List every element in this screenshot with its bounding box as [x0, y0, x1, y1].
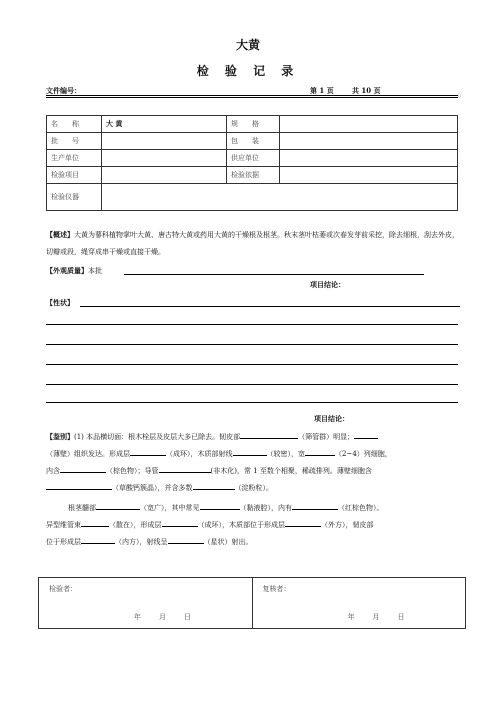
maker-label: 生产单位 [47, 150, 102, 167]
overview-text: 大黄为蓼科植物掌叶大黄、唐古特大黄或药用大黄的干燥根及根茎。秋末茎叶枯萎或次春发芽前采挖，除去细根，刮去外皮，切瓣或段，绳穿成串干燥或直接干燥。 [46, 231, 459, 256]
package-label: 包 装 [227, 133, 280, 150]
blank-field[interactable] [168, 535, 204, 544]
batch-label: 批 号 [47, 133, 102, 150]
overview-section [46, 226, 460, 261]
doc-subtitle: 检 验 记 录 [196, 64, 300, 78]
character-label: 【性状】 [46, 298, 74, 307]
blank-field[interactable] [200, 501, 240, 510]
id-text: （较密），宽 [266, 450, 305, 458]
day-label: 日 [397, 613, 405, 621]
signoff-table [38, 577, 466, 629]
inspector-cell[interactable] [39, 578, 253, 629]
id-text: 内含 [46, 467, 60, 475]
id-text: （棕色物）；导管 [106, 467, 159, 475]
id-text: （星状）射出。 [203, 538, 253, 546]
id-line-2 [46, 446, 466, 463]
blank-field[interactable] [193, 481, 235, 490]
id-text: （淀粉粒）。 [234, 484, 273, 492]
character-line-2[interactable] [46, 324, 458, 325]
id-text: （宽广），其中常见 [140, 504, 200, 512]
appearance-section [46, 262, 102, 280]
name-label: 名 称 [47, 116, 102, 133]
overview-label: 【概述】 [46, 230, 74, 239]
blank-field[interactable] [81, 518, 109, 527]
character-line-1[interactable] [80, 306, 460, 307]
character-line-6[interactable] [46, 402, 458, 403]
identification-label: 【鉴别】 [46, 432, 74, 441]
id-line-6 [46, 517, 466, 534]
reviewer-date [348, 612, 423, 622]
doc-title: 大黄 [235, 38, 260, 52]
reviewer-label: 复核者： [262, 585, 291, 593]
id-line-7 [46, 534, 466, 551]
spec-value[interactable] [280, 116, 458, 133]
blank-field[interactable] [130, 447, 166, 456]
blank-field[interactable] [285, 518, 321, 527]
day-label: 日 [184, 613, 191, 621]
appearance-label: 【外观质量】 [46, 266, 88, 275]
instrument-label: 检验仪器 [47, 184, 102, 211]
page-number: 第 1 页 [310, 86, 334, 95]
id-text: 根茎髓部 [68, 504, 96, 512]
id-index: (1) [74, 433, 84, 441]
blank-field[interactable] [81, 535, 115, 544]
blank-field[interactable] [159, 464, 211, 473]
blank-field[interactable] [96, 501, 140, 510]
id-text: （散在），形成层 [109, 521, 162, 529]
header-rule-thin [46, 97, 458, 98]
id-text: （内方），射线呈 [115, 538, 168, 546]
year-label: 年 [347, 613, 355, 621]
identification-section [46, 428, 466, 551]
header-rule [46, 95, 458, 96]
reviewer-cell[interactable] [252, 578, 466, 629]
blank-field[interactable] [60, 464, 106, 473]
info-table [46, 115, 458, 211]
id-text: 位于形成层 [46, 538, 81, 546]
blank-field[interactable] [354, 430, 378, 439]
supplier-label: 供应单位 [227, 150, 280, 167]
inspector-label: 检验者： [49, 585, 77, 593]
id-text: 异型维管束 [46, 521, 81, 529]
id-text: （薄壁）组织发达。形成层 [46, 450, 130, 458]
character-line-5[interactable] [46, 384, 458, 385]
blank-field[interactable] [46, 481, 112, 490]
blank-field[interactable] [292, 501, 338, 510]
basis-label: 检验依据 [227, 167, 280, 184]
file-number-label: 文件编号： [46, 86, 81, 95]
id-text: (非木化)，常 1 至数个相聚，稀疏排列。薄壁细胞含 [210, 467, 372, 475]
id-text: 本品横切面：根木栓层及皮层大多已除去。韧皮部 [86, 433, 241, 441]
id-text: （外方），韧皮部 [321, 521, 374, 529]
month-label: 月 [159, 613, 166, 621]
package-value[interactable] [280, 133, 458, 150]
instrument-value[interactable] [102, 184, 458, 211]
margin-mark: ▯ [458, 93, 461, 99]
page-total: 共 10 页 [352, 86, 381, 95]
blank-field[interactable] [233, 447, 267, 456]
id-text: （成环），木质部位于形成层 [197, 521, 285, 529]
appearance-blank[interactable] [124, 274, 424, 275]
id-text: （成环），木质部射线 [166, 450, 233, 458]
basis-value[interactable] [280, 167, 458, 184]
items-label: 检验项目 [47, 167, 102, 184]
blank-field[interactable] [305, 447, 335, 456]
id-text: （红棕色物）。 [338, 504, 384, 512]
blank-field[interactable] [162, 518, 198, 527]
appearance-prefix: 本批 [88, 267, 102, 275]
character-conclusion: 项目结论： [314, 414, 349, 423]
name-value[interactable]: 大 黄 [102, 116, 227, 133]
id-text: （筛管群）明显； [298, 433, 355, 441]
id-line-1 [46, 428, 466, 446]
appearance-conclusion: 项目结论： [310, 280, 345, 289]
id-line-5 [46, 500, 466, 517]
character-line-4[interactable] [46, 364, 458, 365]
id-text: （草酸钙簇晶），并含多数 [112, 484, 193, 492]
id-text: （2~4）列细胞， [335, 450, 392, 458]
year-label: 年 [134, 613, 141, 621]
id-line-4 [46, 480, 466, 497]
character-line-3[interactable] [46, 344, 458, 345]
spec-label: 规 格 [227, 116, 280, 133]
batch-value[interactable] [102, 133, 227, 150]
month-label: 月 [372, 613, 380, 621]
inspector-date [134, 612, 209, 622]
id-text: （黏液腔），内有 [239, 504, 292, 512]
maker-value[interactable] [102, 150, 227, 167]
blank-field[interactable] [240, 430, 298, 439]
id-line-3 [46, 463, 466, 480]
supplier-value[interactable] [280, 150, 458, 167]
items-value[interactable] [102, 167, 227, 184]
